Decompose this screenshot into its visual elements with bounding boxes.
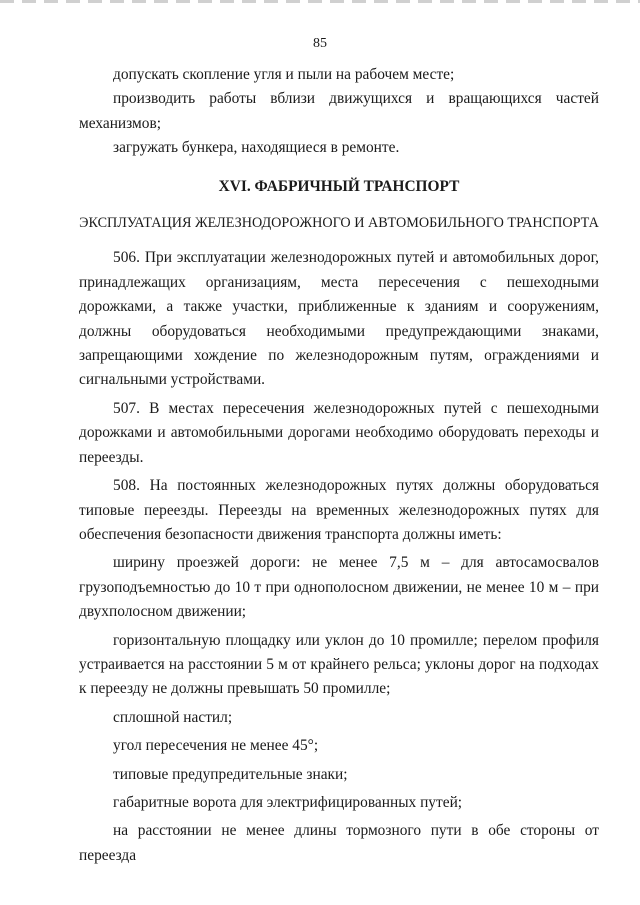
scan-edge-artifact <box>0 0 640 3</box>
requirement-item: габаритные ворота для электрифицированных путей; <box>113 793 463 811</box>
paragraph: производить работы вблизи движущихся и вращающихся частей механизмов; <box>79 90 599 132</box>
subsection-title: ЭКСПЛУАТАЦИЯ ЖЕЛЕЗНОДОРОЖНОГО И АВТОМОБИЛЬНОГО ТРАНСПОРТА <box>79 215 599 232</box>
clause-508: 508. На постоянных железнодорожных путях должны оборудоваться типовые переезды. Переезды на временных железнодорожных путях для обеспечения безопасности движения транспорта должны иметь: <box>79 477 599 543</box>
requirement-item: сплошной настил; <box>113 708 233 726</box>
document-body <box>79 63 599 868</box>
requirement-item: типовые предупредительные знаки; <box>113 765 348 783</box>
clause-506: 506. При эксплуатации железнодорожных путей и автомобильных дорог, принадлежащих организациям, места пересечения с пешеходными дорожками, а также участки, приближенные к зданиям и сооружениям, должны оборудоваться необходимыми предупреждающими знаками, запрещающими хождение по железнодорожным путям, ограждениями и сигнальными устройствами. <box>79 249 599 389</box>
paragraph: допускать скопление угля и пыли на рабочем месте; <box>113 66 455 83</box>
requirement-item: горизонтальную площадку или уклон до 10 промилле; перелом профиля устраивается на расстоянии 5 м от крайнего рельса; уклоны дорог на подходах к переезду не должны превышать 50 промилле; <box>79 631 599 698</box>
section-title: XVI. ФАБРИЧНЫЙ ТРАНСПОРТ <box>218 177 460 195</box>
requirement-item: угол пересечения не менее 45°; <box>113 737 319 755</box>
clause-507: 507. В местах пересечения железнодорожных путей с пешеходными дорожками и автомобильными дорогами необходимо оборудовать переходы и переезды. <box>79 399 599 466</box>
requirement-item: ширину проезжей дороги: не менее 7,5 м – для автосамосвалов грузоподъемностью до 10 т при однополосном движении, не менее 10 м – при двухполосном движении; <box>79 554 599 621</box>
page-number: 85 <box>313 36 327 51</box>
paragraph: загружать бункера, находящиеся в ремонте. <box>113 139 400 157</box>
requirement-item: на расстоянии не менее длины тормозного пути в обе стороны от переезда <box>79 822 599 864</box>
